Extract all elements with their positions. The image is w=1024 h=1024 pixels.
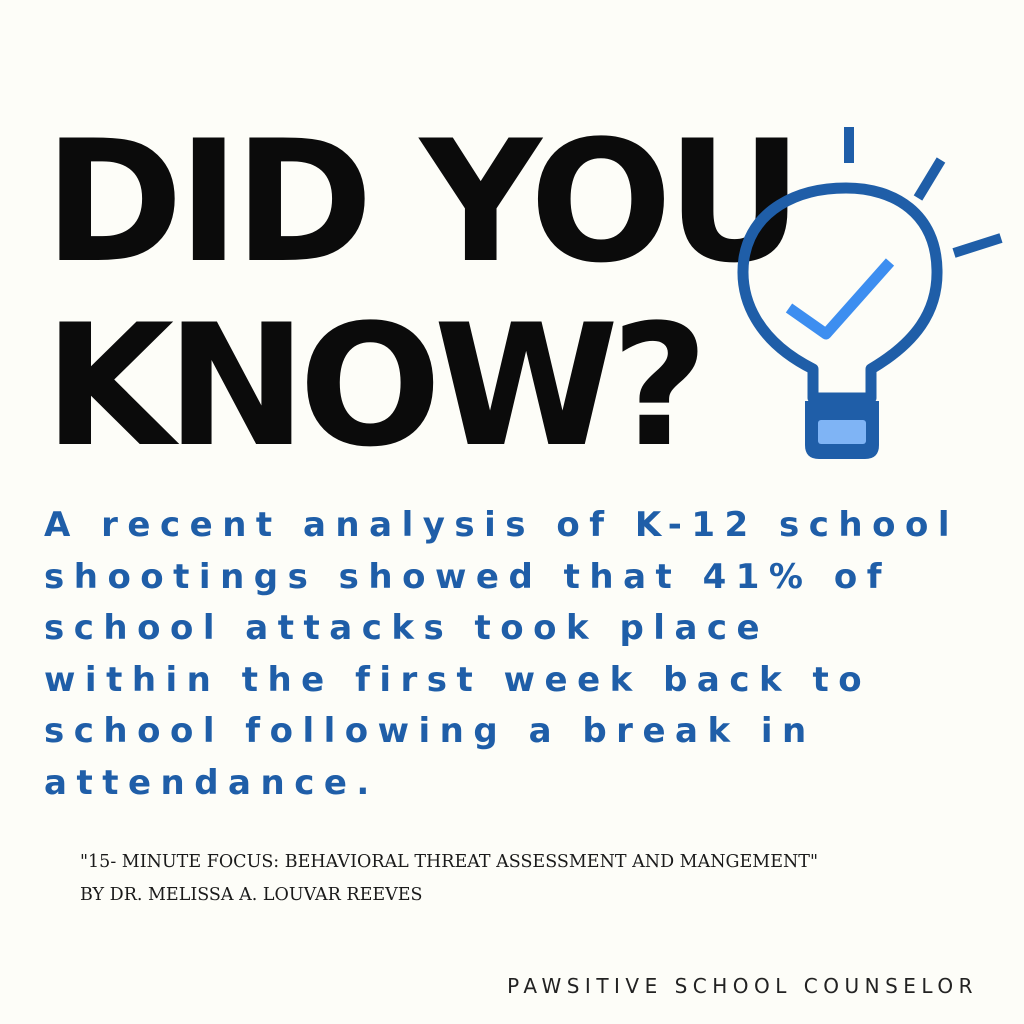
checkmark-icon	[789, 262, 890, 334]
light-ray-diagonal	[918, 160, 941, 198]
light-ray-side	[954, 238, 1001, 253]
headline-line-2: KNOW?	[44, 288, 701, 484]
fact-text: A recent analysis of K-12 school shootings showed that 41% of school attacks took place within the first week back to school following a break in attendance.	[44, 505, 959, 803]
bulb-outline	[743, 188, 937, 398]
lightbulb-check-icon	[736, 118, 1012, 470]
bulb-base-window	[818, 420, 866, 444]
brand-name: PAWSITIVE SCHOOL COUNSELOR	[507, 974, 978, 998]
headline-line-1: DID YOU	[44, 104, 797, 300]
citation-text: "15- MINUTE FOCUS: BEHAVIORAL THREAT ASSESSMENT AND MANGEMENT" BY DR. MELISSA A. LOUVAR REEVES	[80, 852, 819, 905]
